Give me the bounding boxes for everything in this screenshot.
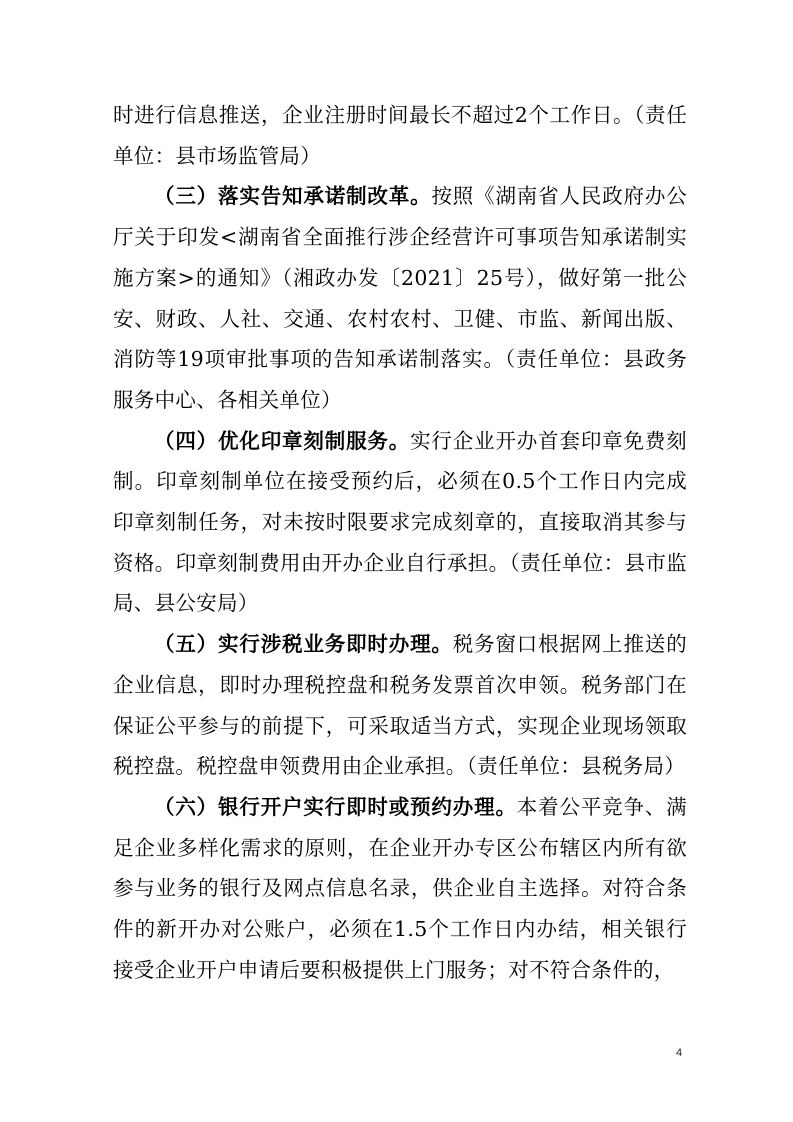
section-body-6: 本着公平竞争、满足企业多样化需求的原则，在企业开办专区公布辖区内所有欲参与业务的银行及网点信息名录，供企业自主选择。对符合条件的新开办对公账户，必须在1.5个工作日内办结，相关银行接受企业开户申请后要积极提供上门服务；对不符合条件的，	[113, 794, 687, 982]
section-paragraph-3	[113, 176, 687, 420]
section-body-4: 实行企业开办首套印章免费刻制。印章刻制单位在接受预约后，必须在0.5个工作日内完成印章刻制任务，对未按时限要求完成刻章的，直接取消其参与资格。印章刻制费用由开办企业自行承担。（责任单位：县市监局、县公安局）	[113, 428, 687, 616]
continuation-paragraph: 时进行信息推送，企业注册时间最长不超过2个工作日。（责任单位：县市场监管局）	[113, 103, 687, 168]
page-number: 4	[676, 1047, 683, 1059]
section-paragraph-5	[113, 624, 687, 787]
section-heading-4: （四）优化印章刻制服务。	[154, 428, 411, 453]
section-body-5: 税务窗口根据网上推送的企业信息，即时办理税控盘和税务发票首次申领。税务部门在保证公平参与的前提下，可采取适当方式，实现企业现场领取税控盘。税控盘申领费用由企业承担。（责任单位：县税务局）	[113, 632, 687, 779]
section-heading-6: （六）银行开户实行即时或预约办理。	[154, 794, 517, 819]
section-heading-3: （三）落实告知承诺制改革。	[154, 184, 432, 209]
section-heading-5: （五）实行涉税业务即时办理。	[154, 632, 453, 657]
document-body	[113, 95, 687, 990]
section-paragraph-6	[113, 787, 687, 991]
section-paragraph-4	[113, 421, 687, 625]
section-body-3: 按照《湖南省人民政府办公厅关于印发<湖南省全面推行涉企经营许可事项告知承诺制实施方案>的通知》（湘政办发〔2021〕25号），做好第一批公安、财政、人社、交通、农村农村、卫健、市监、新闻出版、消防等19项审批事项的告知承诺制落实。（责任单位：县政务服务中心、各相关单位）	[113, 184, 687, 412]
